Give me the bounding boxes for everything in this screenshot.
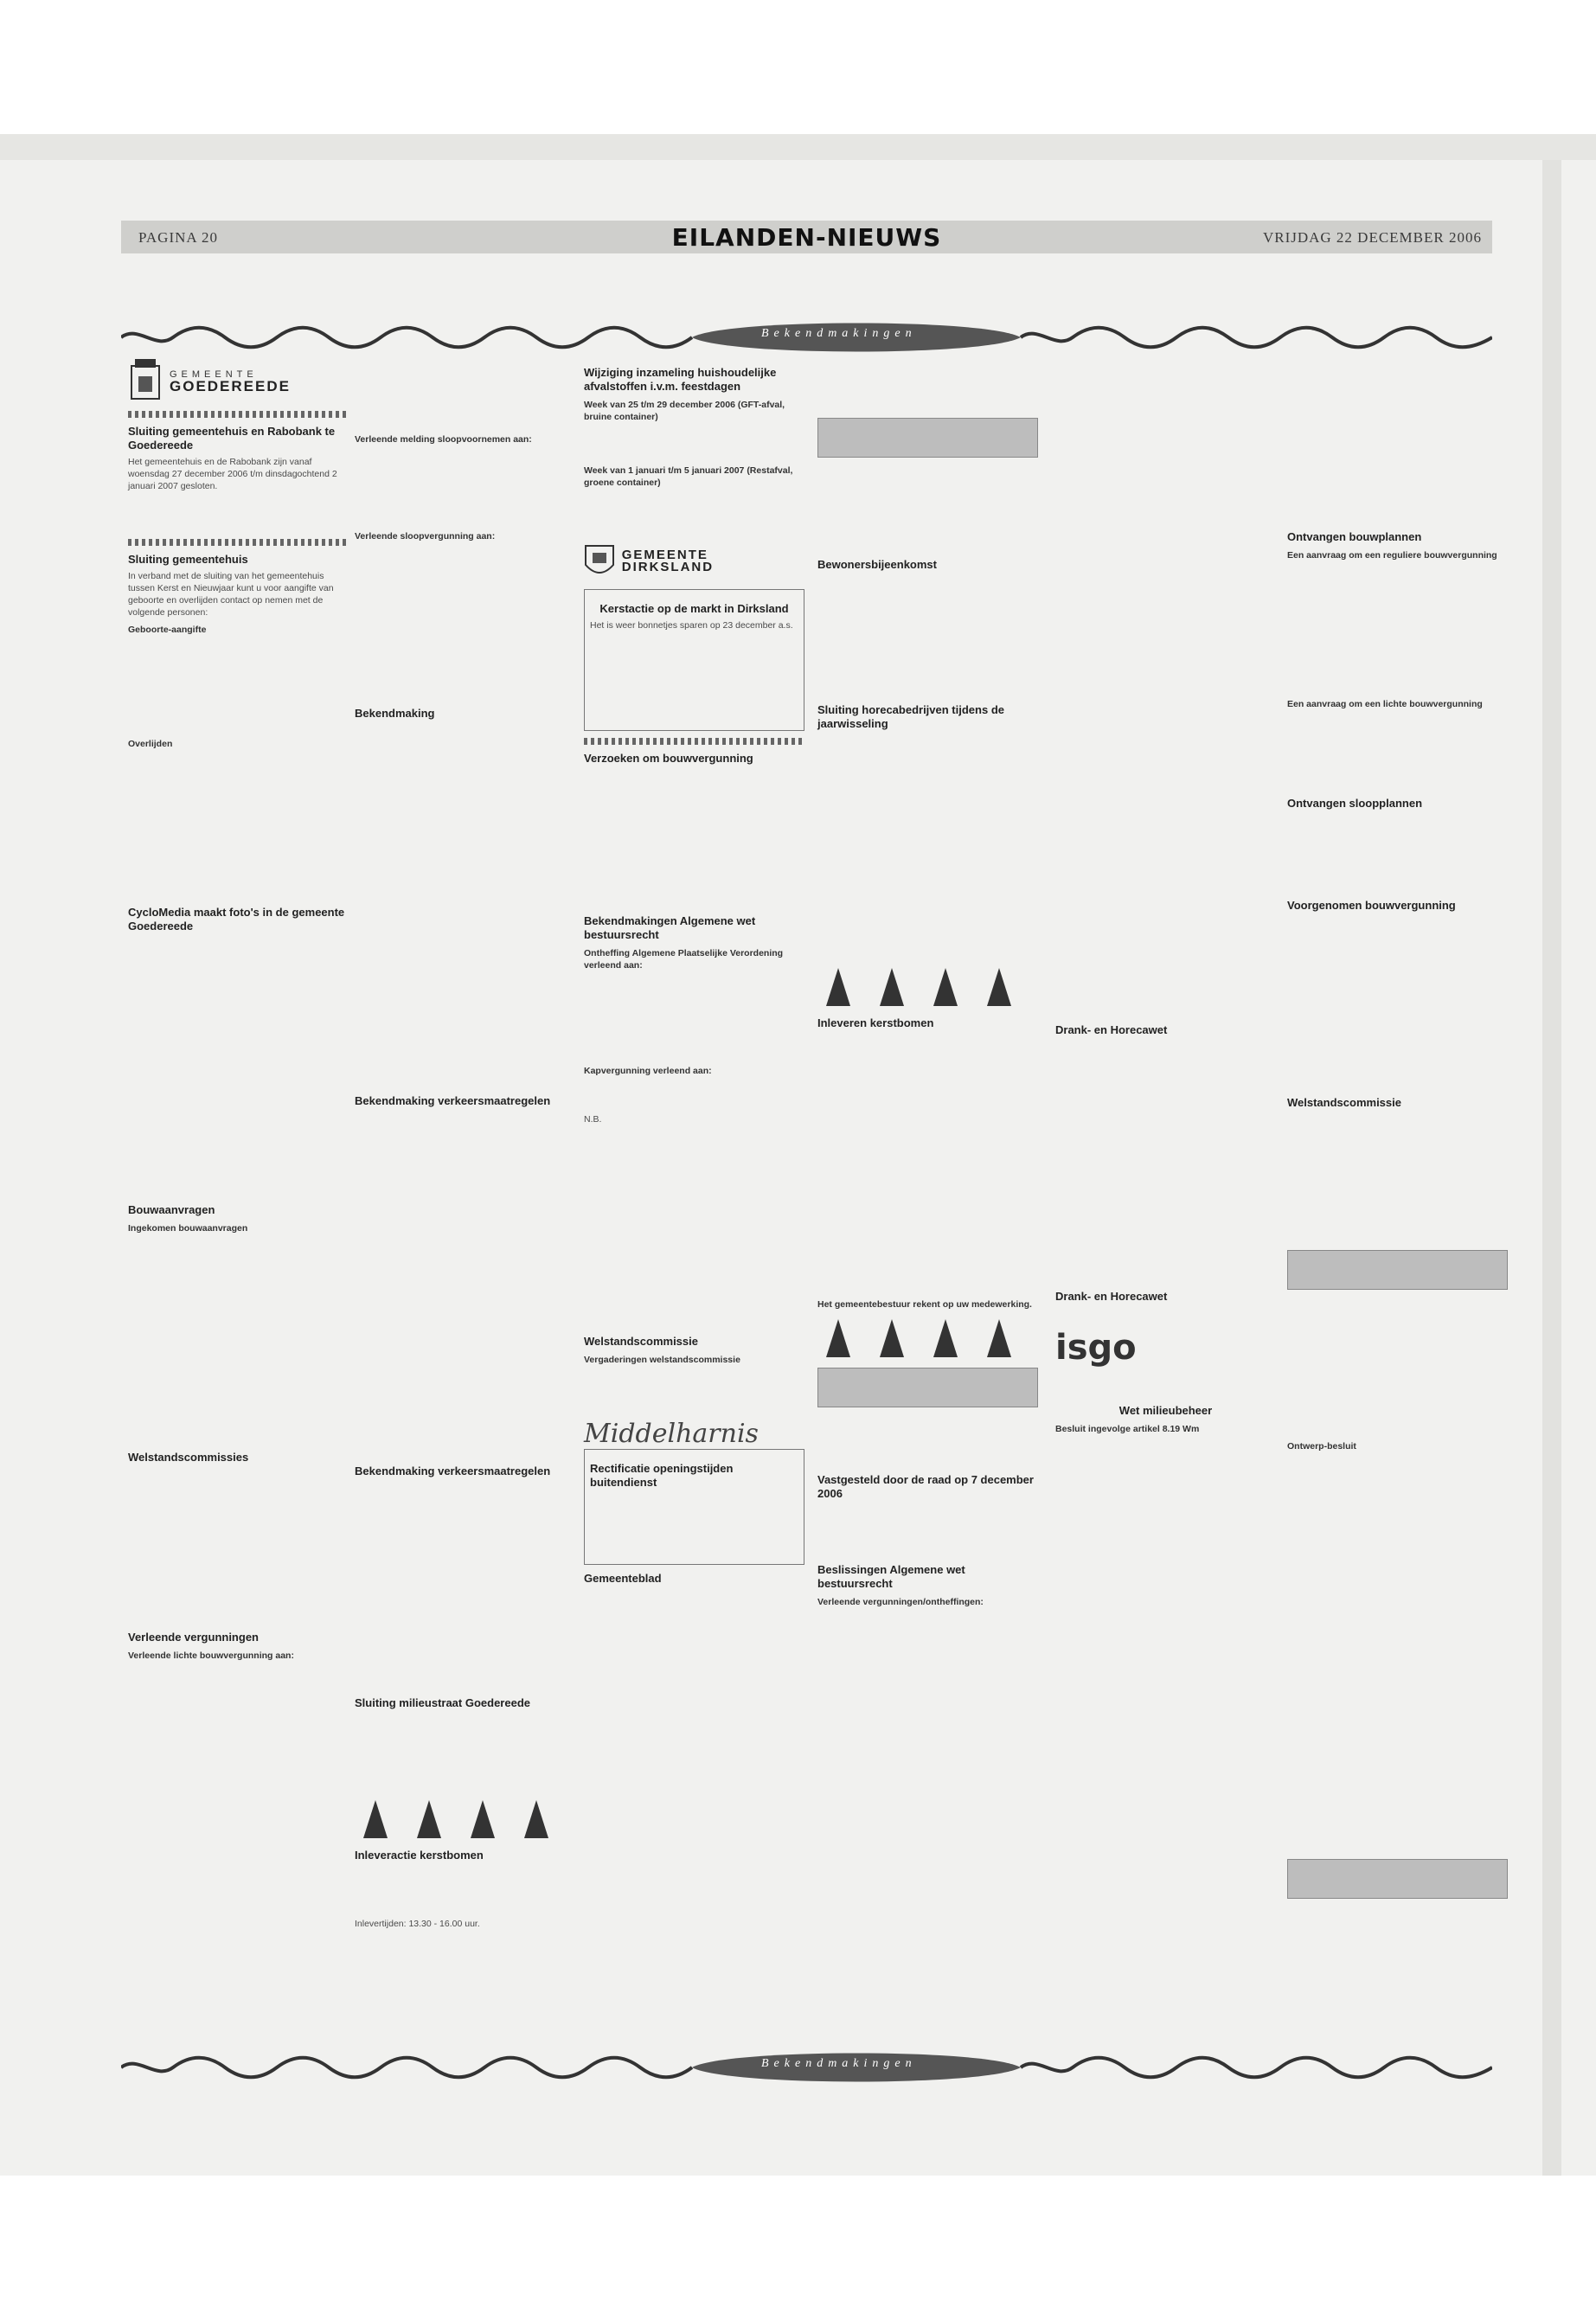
rectificatie-box <box>584 1449 804 1565</box>
tree-icon <box>363 1800 388 1838</box>
coat-of-arms-icon <box>128 359 163 402</box>
column-goedereede <box>128 359 349 1663</box>
column-goedereede-2 <box>355 359 575 1933</box>
tree-icon <box>880 1319 904 1357</box>
sheet-fold-edge <box>1542 160 1561 2176</box>
subheading-geboorte: Geboorte-aangifte <box>128 625 207 635</box>
sheet-top-shade <box>0 134 1596 160</box>
heading-vastgesteld: Vastgesteld door de raad op 7 december 2006 <box>817 1473 1034 1500</box>
heading-beslissingen: Beslissingen Algemene wet bestuursrecht <box>817 1563 965 1590</box>
heading-inleveren: Inleveren kerstbomen <box>817 1016 934 1029</box>
text-block <box>1287 814 1508 892</box>
heading-sloop: Ontvangen sloopplannen <box>1287 797 1423 810</box>
christmas-trees <box>363 1800 575 1838</box>
placeholder-text <box>128 496 349 532</box>
subheading-regulier: Een aanvraag om een reguliere bouwvergunning <box>1287 550 1497 561</box>
text-block <box>355 544 575 700</box>
text-block <box>584 490 804 525</box>
column-middelharnis <box>1055 359 1276 1437</box>
subheading-welstand: Vergaderingen welstandscommissie <box>584 1355 740 1365</box>
text-block <box>817 1414 1038 1466</box>
heading-milieustraat: Sluiting milieustraat Goedereede <box>355 1696 530 1709</box>
kerstactie-title: Kerstactie op de markt in Dirksland <box>599 602 789 615</box>
heading-sluiting: Sluiting gemeentehuis <box>128 553 248 566</box>
address-box <box>1287 1859 1508 1899</box>
subheading-verleende: Verleende vergunningen/ontheffingen: <box>817 1597 984 1607</box>
nb-label: N.B. <box>584 1114 602 1125</box>
heading-bewoners: Bewonersbijeenkomst <box>817 558 937 571</box>
text-block <box>1287 712 1508 790</box>
tree-icon <box>987 1319 1011 1357</box>
text-block <box>1287 1454 1508 1852</box>
column-dirksland <box>584 359 804 1589</box>
text-block <box>355 1112 575 1458</box>
tree-icon <box>524 1800 548 1838</box>
dotted-divider <box>128 411 349 418</box>
text-block <box>584 425 804 459</box>
heading-verleende: Verleende vergunningen <box>128 1631 259 1644</box>
tree-icon <box>933 968 958 1006</box>
subheading-ontwerp: Ontwerp-besluit <box>1287 1441 1356 1452</box>
tree-icon <box>880 968 904 1006</box>
inlevertijden: Inlevertijden: 13.30 - 16.00 uur. <box>355 1919 480 1929</box>
subheading-licht: Een aanvraag om een lichte bouwvergunning <box>1287 699 1483 709</box>
text-block <box>1287 1113 1508 1243</box>
heading-verzoeken: Verzoeken om bouwvergunning <box>584 752 753 765</box>
subheading-ingekomen: Ingekomen bouwaanvragen <box>128 1223 248 1234</box>
subheading-week52: Week van 25 t/m 29 december 2006 (GFT-afval, bruine container) <box>584 400 785 422</box>
closing-line: Het gemeentebestuur rekent op uw medewerking. <box>817 1299 1032 1310</box>
text-block <box>128 937 349 1196</box>
middelharnis-logo: Middelharnis <box>584 1419 759 1449</box>
text-block <box>584 1129 804 1328</box>
heading-gemeenteblad: Gemeenteblad <box>584 1572 662 1585</box>
heading-welstand: Welstandscommissie <box>1287 1096 1401 1109</box>
text-block <box>584 1079 804 1113</box>
tree-icon <box>417 1800 441 1838</box>
subheading-week1: Week van 1 januari t/m 5 januari 2007 (Restafval, groene container) <box>584 465 793 488</box>
subheading-ontheffing: Ontheffing Algemene Plaatselijke Verordening verleend aan: <box>584 948 784 971</box>
heading-verkeer-1: Bekendmaking verkeersmaatregelen <box>355 1094 551 1107</box>
text-block <box>584 769 804 907</box>
dotted-divider <box>128 539 349 546</box>
section-label: Bekendmakingen <box>761 327 917 340</box>
tree-icon <box>826 968 850 1006</box>
text-block <box>584 973 804 1060</box>
text-block <box>817 575 1038 696</box>
text-block <box>817 734 1038 959</box>
page-number: PAGINA 20 <box>138 229 218 246</box>
subheading-overlijden: Overlijden <box>128 739 173 749</box>
section-label: Bekendmakingen <box>761 2057 917 2070</box>
christmas-trees <box>826 968 1038 1006</box>
text-block <box>1055 359 1276 1016</box>
kerstactie-box <box>584 589 804 731</box>
tree-icon <box>987 968 1011 1006</box>
text-block <box>128 638 349 733</box>
bottom-banner <box>121 2041 1492 2093</box>
dotted-divider <box>584 738 804 745</box>
heading-cyclomedia: CycloMedia maakt foto's in de gemeente Goedereede <box>128 906 345 933</box>
heading-afval: Wijziging inzameling huishoudelijke afvalstoffen i.v.m. feestdagen <box>584 366 777 393</box>
heading-bouwaanvragen: Bouwaanvragen <box>128 1203 215 1216</box>
gemeente-label: GEMEENTE <box>170 369 258 380</box>
text-block <box>355 359 575 428</box>
text-block <box>1287 916 1508 1089</box>
subheading-lichte: Verleende lichte bouwvergunning aan: <box>128 1650 294 1661</box>
heading-voorgenomen: Voorgenomen bouwvergunning <box>1287 899 1456 912</box>
heading-sluiting-horeca: Sluiting horecabedrijven tijdens de jaarwisseling <box>817 703 1004 730</box>
text-block <box>1055 1041 1276 1283</box>
text-block <box>355 447 575 525</box>
text-block <box>355 1866 575 1918</box>
heading-ontvangen: Ontvangen bouwplannen <box>1287 530 1422 543</box>
page-header-bar <box>121 221 1492 253</box>
text-block <box>355 724 575 1087</box>
address-box <box>1287 1250 1508 1290</box>
heading-verkeer-2: Bekendmaking verkeersmaatregelen <box>355 1465 551 1477</box>
heading-welstand: Welstandscommissies <box>128 1451 249 1464</box>
gemeente-dirksland: GEMEENTE DIRKSLAND <box>621 548 715 574</box>
text-block <box>1287 563 1508 693</box>
address-box <box>817 418 1038 458</box>
isgo-logo: isgo <box>1055 1328 1137 1368</box>
tree-icon <box>471 1800 495 1838</box>
text-block <box>584 1368 804 1420</box>
heading-welstand: Welstandscommissie <box>584 1335 698 1348</box>
text-block <box>1287 359 1508 523</box>
gemeente-goedereede-logo <box>128 359 349 402</box>
heading-drank-1: Drank- en Horecawet <box>1055 1023 1168 1036</box>
heading-milieubeheer: Wet milieubeheer <box>1118 1404 1213 1417</box>
heading-drank-2: Drank- en Horecawet <box>1055 1290 1168 1303</box>
text-block <box>1287 1297 1508 1435</box>
heading-closing: Sluiting gemeentehuis en Rabobank te Goedereede <box>128 425 336 452</box>
masthead: EILANDEN-NIEUWS <box>671 223 942 252</box>
subheading-besluit: Besluit ingevolge artikel 8.19 Wm <box>1055 1424 1200 1434</box>
section-banner <box>121 311 1492 363</box>
text-block <box>128 752 349 899</box>
subheading-kapvergunning: Kapvergunning verleend aan: <box>584 1066 712 1076</box>
issue-date: VRIJDAG 22 DECEMBER 2006 <box>1262 229 1482 246</box>
text-block <box>128 1236 349 1444</box>
column-middelharnis-2 <box>1287 359 1508 1906</box>
subheading-sloop: Verleende melding sloopvoornemen aan: <box>355 434 532 445</box>
tree-icon <box>933 1319 958 1357</box>
text-block <box>128 1468 349 1624</box>
coat-of-arms-icon <box>584 542 615 580</box>
text-block <box>355 1482 575 1689</box>
tree-icon <box>826 1319 850 1357</box>
paragraph-sluiting: In verband met de sluiting van het gemeentehuis tussen Kerst en Nieuwjaar kunt u voor aangifte van geboorte en overlijden contact op nemen met de volgende personen: <box>128 571 334 618</box>
heading-bekendmaking: Bekendmaking <box>355 707 435 720</box>
kerstactie-tagline: Het is weer bonnetjes sparen op 23 december a.s. <box>590 620 793 631</box>
text-block <box>817 1034 1038 1293</box>
gemeente-dirksland-logo <box>584 542 804 580</box>
text-block <box>355 1714 575 1791</box>
address-box <box>817 1368 1038 1407</box>
column-dirksland-2 <box>817 359 1038 1610</box>
gemeente-name: GOEDEREEDE <box>170 378 291 394</box>
heading-kerstbomen: Inleveractie kerstbomen <box>355 1849 484 1862</box>
text-block <box>817 359 1038 411</box>
subheading-sloopvergunning: Verleende sloopvergunning aan: <box>355 531 496 542</box>
heading-algemene: Bekendmakingen Algemene wet bestuursrecht <box>584 914 756 941</box>
text-block <box>817 465 1038 551</box>
paragraph-closing: Het gemeentehuis en de Rabobank zijn vanaf woensdag 27 december 2006 t/m dinsdagochtend 2 januari 2007 gesloten. <box>128 457 337 491</box>
christmas-trees <box>826 1319 1038 1357</box>
text-block <box>817 1504 1038 1556</box>
rectificatie-title: Rectificatie openingstijden buitendienst <box>590 1462 734 1489</box>
